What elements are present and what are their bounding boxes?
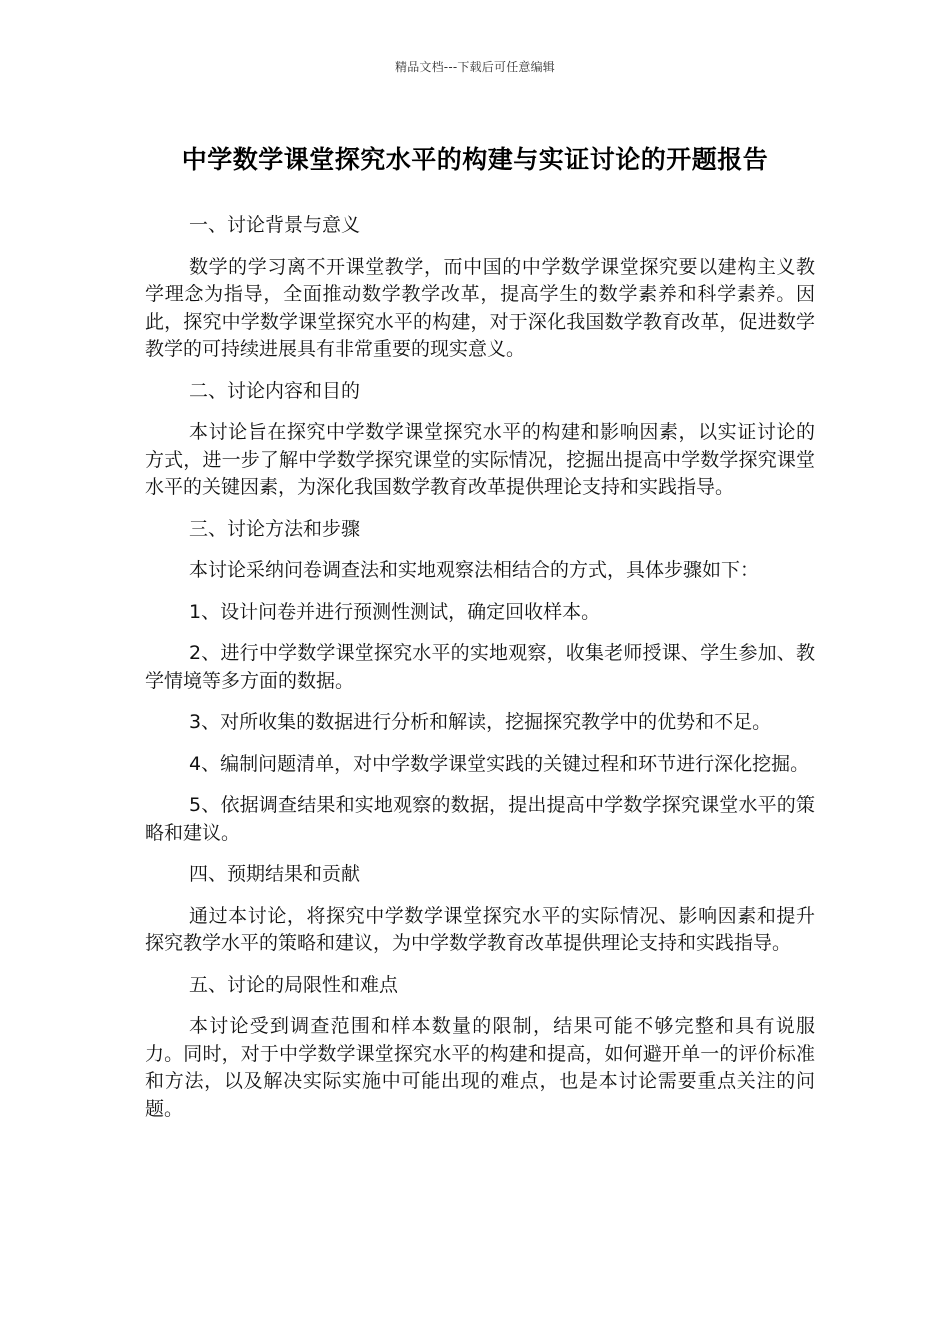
section-heading-results: 四、预期结果和贡献 xyxy=(189,863,361,885)
document-title: 中学数学课堂探究水平的构建与实证讨论的开题报告 xyxy=(181,145,769,174)
list-item-step-5: 5、依据调查结果和实地观察的数据，提出提高中学数学探究课堂水平的策略和建议。 xyxy=(145,794,815,844)
list-item-step-4: 4、编制问题清单，对中学数学课堂实践的关键过程和环节进行深化挖掘。 xyxy=(189,752,810,775)
paragraph-methods-intro: 本讨论采纳问卷调查法和实地观察法相结合的方式，具体步骤如下： xyxy=(189,559,760,581)
list-item-step-2: 2、进行中学数学课堂探究水平的实地观察，收集老师授课、学生参加、教学情境等多方面的数据。 xyxy=(145,642,815,692)
section-heading-content: 二、讨论内容和目的 xyxy=(189,379,361,402)
section-heading-background: 一、讨论背景与意义 xyxy=(189,214,361,236)
paragraph-limitations: 本讨论受到调查范围和样本数量的限制，结果可能不够完整和具有说服力。同时，对于中学数学课堂探究水平的构建和提高，如何避开单一的评价标准和方法，以及解决实际实施中可能出现的难点，也是本讨论需要重点关注的问题。 xyxy=(145,1015,815,1120)
paragraph-results: 通过本讨论，将探究中学数学课堂探究水平的实际情况、影响因素和提升探究教学水平的策略和建议，为中学数学教育改革提供理论支持和实践指导。 xyxy=(145,904,815,954)
section-heading-limitations: 五、讨论的局限性和难点 xyxy=(189,973,399,996)
document-body xyxy=(145,212,815,1137)
header-watermark: 精品文档---下载后可任意编辑 xyxy=(395,60,555,74)
paragraph-background: 数学的学习离不开课堂教学，而中国的中学数学课堂探究要以建构主义教学理念为指导，全面推动数学教学改革，提高学生的数学素养和科学素养。因此，探究中学数学课堂探究水平的构建，对于深化我国数学教育改革，促进数学教学的可持续进展具有非常重要的现实意义。 xyxy=(145,255,815,360)
list-item-step-1: 1、设计问卷并进行预测性测试，确定回收样本。 xyxy=(189,600,601,623)
paragraph-content: 本讨论旨在探究中学数学课堂探究水平的构建和影响因素，以实证讨论的方式，进一步了解中学数学探究课堂的实际情况，挖掘出提高中学数学探究课堂水平的关键因素，为深化我国数学教育改革提供理论支持和实践指导。 xyxy=(145,421,815,498)
section-heading-methods: 三、讨论方法和步骤 xyxy=(189,517,361,540)
list-item-step-3: 3、对所收集的数据进行分析和解读，挖掘探究教学中的优势和不足。 xyxy=(189,711,772,733)
